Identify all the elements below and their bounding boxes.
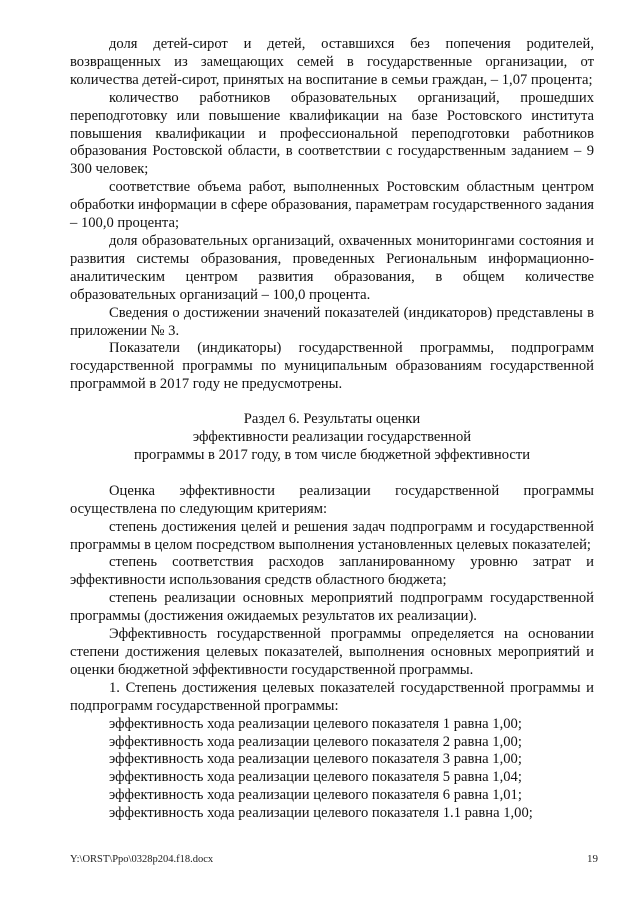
paragraph-efficiency-definition: Эффективность государственной программы определяется на основании степени достижения целевых показателей, выполнения основных мероприятий и оценки бюджетной эффективности государственной программы. <box>70 626 594 678</box>
paragraph-evaluation-intro: Оценка эффективности реализации государственной программы осуществлена по следующим критериям: <box>70 482 594 517</box>
paragraph-criterion-activities: степень реализации основных мероприятий подпрограмм государственной программы (достижения ожидаемых результатов их реализации). <box>70 590 594 625</box>
spacer <box>70 394 594 411</box>
paragraph-appendix-reference: Сведения о достижении значений показателей (индикаторов) представлены в приложении № 3. <box>70 304 594 339</box>
paragraph-teachers-retraining: количество работников образовательных организаций, прошедших переподготовку или повышение квалификации на базе Ростовского института повышения квалификации и профессиональной переподготовки работников образования Ростовской области, в соответствии с государственным заданием – 9 300 человек; <box>70 89 594 178</box>
list-item-indicator-efficiency: эффективность хода реализации целевого показателя 5 равна 1,04; <box>109 769 522 786</box>
list-item-indicator-efficiency: эффективность хода реализации целевого показателя 1.1 равна 1,00; <box>109 805 533 822</box>
paragraph-criterion-goals: степень достижения целей и решения задач подпрограмм и государственной программы в целом посредством выполнения установленных целевых показателей; <box>70 518 594 553</box>
list-item-indicator-efficiency: эффективность хода реализации целевого показателя 2 равна 1,00; <box>109 733 522 750</box>
paragraph-indicator-achievement: 1. Степень достижения целевых показателей государственной программы и подпрограмм государственной программы: <box>70 679 594 714</box>
footer-file-path: Y:\ORST\Ppo\0328p204.f18.docx <box>70 854 214 865</box>
spacer <box>70 465 594 483</box>
paragraph-orphan-share: доля детей-сирот и детей, оставшихся без попечения родителей, возвращенных из замещающих семей в государственные организации, от количества детей-сирот, принятых на воспитание в семьи граждан, – 1,07 процента; <box>70 36 594 88</box>
paragraph-criterion-expenses: степень соответствия расходов запланированному уровню затрат и эффективности использования средств областного бюджета; <box>70 554 594 589</box>
list-item-indicator-efficiency: эффективность хода реализации целевого показателя 6 равна 1,01; <box>109 787 522 804</box>
section-heading-line: программы в 2017 году, в том числе бюджетной эффективности <box>133 446 531 463</box>
list-item-indicator-efficiency: эффективность хода реализации целевого показателя 1 равна 1,00; <box>109 715 522 732</box>
paragraph-municipal-indicators: Показатели (индикаторы) государственной программы, подпрограмм государственной программы по муниципальным образованиям государственной программой в 2017 году не предусмотрены. <box>70 340 594 393</box>
paragraph-processing-center: соответствие объема работ, выполненных Ростовским областным центром обработки информации в сфере образования, параметрам государственного задания – 100,0 процента; <box>70 179 594 232</box>
paragraph-monitoring-share: доля образовательных организаций, охваченных мониторингами состояния и развития системы образования, проведенных Региональным информационно-аналитическим центром развития образования, в общем количестве образовательных организаций – 100,0 процента. <box>70 232 594 303</box>
section-heading <box>70 411 594 465</box>
document-body <box>70 36 594 823</box>
page-number: 19 <box>587 853 598 865</box>
list-item-indicator-efficiency: эффективность хода реализации целевого показателя 3 равна 1,00; <box>109 751 522 768</box>
section-heading-line: Раздел 6. Результаты оценки <box>243 411 421 428</box>
section-heading-line: эффективности реализации государственной <box>192 429 472 446</box>
